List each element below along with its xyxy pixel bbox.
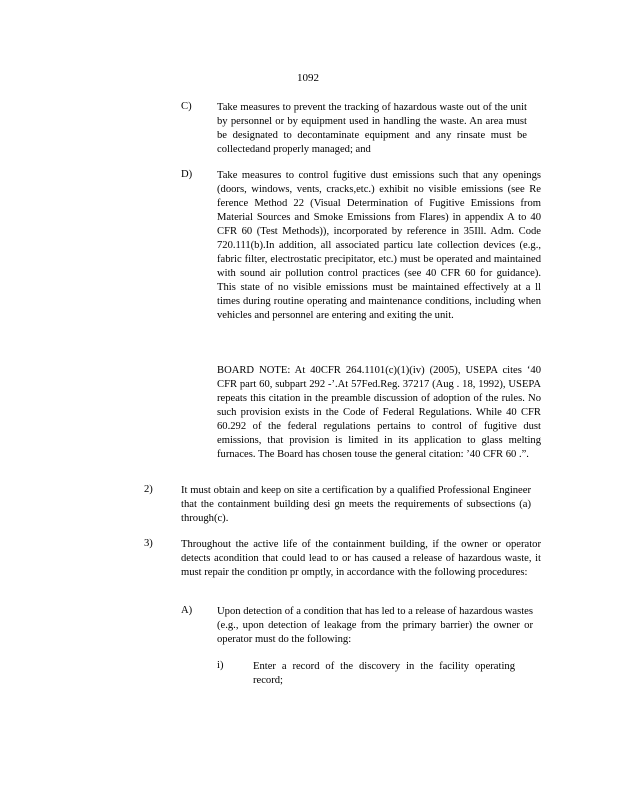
item-2-marker: 2) bbox=[144, 484, 153, 495]
item-c-text: Take measures to prevent the tracking of hazardous waste out of the unit by personnel or by equipment used in handling the waste. An area must be designated to decontaminate equipment and any rinsate must be collectedand properly managed; and bbox=[217, 102, 527, 155]
item-d-marker: D) bbox=[181, 169, 193, 180]
item-3a-marker: A) bbox=[181, 605, 193, 616]
page-number: 1092 bbox=[297, 72, 319, 84]
item-3ai-marker: i) bbox=[217, 660, 224, 671]
board-note: BOARD NOTE: At 40CFR 264.1101(c)(1)(iv) (2005), USEPA cites ‘40 CFR part 60, subpart 292 -’.At 57Fed.Reg. 37217 (Aug . 18, 1992), USEPA repeats this citation in the preamble discussion of adoption of the rules. No such provision exists in the Code of Federal Regulations. While 40 CFR 60.292 of the federal regulations pertains to control of fugitive dust emissions, that provision is limited in its application to glass melting furnaces. The Board has chosen touse the general citation: ’40 CFR 60 .”. bbox=[217, 365, 541, 460]
item-3-text: Throughout the active life of the containment building, if the owner or operator detects acondition that could lead to or has caused a release of hazardous waste, it must repair the condition pr omptly, in accordance with the following procedures: bbox=[181, 539, 541, 578]
item-3a-text: Upon detection of a condition that has led to a release of hazardous wastes (e.g., upon detection of leakage from the primary barrier) the owner or operator must do the following: bbox=[217, 606, 533, 645]
item-d-text: Take measures to control fugitive dust emissions such that any openings (doors, windows, vents, cracks,etc.) exhibit no visible emissions (see Re ference Method 22 (Visual Determination of Fugitive Emissions from Material Sources and Smoke Emissions from Flares) in appendix A to 40 CFR 60 (Test Methods)), incorporated by reference in 35Ill. Adm. Code 720.111(b).In addition, all associated particu late collection devices (e.g., fabric filter, electrostatic precipitator, etc.) must be operated and maintained with sound air pollution control practices (see 40 CFR 60 for guidance). This state of no visible emissions must be maintained effectively at a ll times during routine operating and maintenance conditions, including when vehicles and personnel are entering and exiting the unit. bbox=[217, 170, 541, 321]
item-3-marker: 3) bbox=[144, 538, 153, 549]
item-3ai-text: Enter a record of the discovery in the facility operating record; bbox=[253, 661, 515, 686]
item-2-text: It must obtain and keep on site a certification by a qualified Professional Engineer that the containment building desi gn meets the requirements of subsections (a) through(c). bbox=[181, 485, 531, 524]
item-c-marker: C) bbox=[181, 101, 192, 112]
